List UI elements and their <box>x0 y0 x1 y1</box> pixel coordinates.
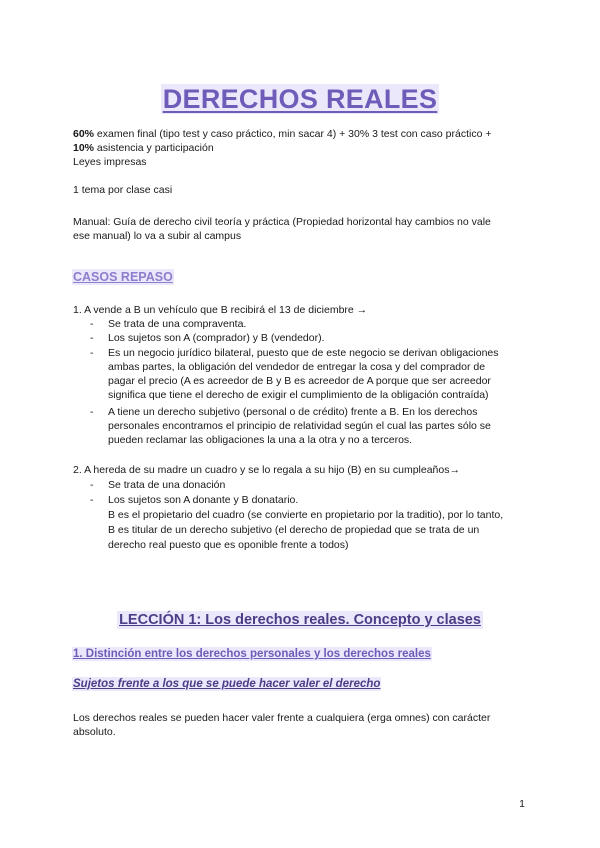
topics-line: 1 tema por clase casi <box>73 184 173 196</box>
bullet-dash: - <box>90 318 94 330</box>
case-1-bullet-4-line-2: personales encontramos el principio de relatividad según el cual las partes sólo se <box>108 420 491 432</box>
case-2-bullet-1: Se trata de una donación <box>108 479 226 491</box>
case-2-bullet-2-line-3: B es titular de un derecho subjetivo (el derecho de propiedad que se trata de un <box>108 524 480 536</box>
case-1-bullet-2: Los sujetos son A (comprador) y B (vendedor). <box>108 332 325 344</box>
case-1-bullet-4-line-1: A tiene un derecho subjetivo (personal o de crédito) frente a B. En los derechos <box>108 406 478 418</box>
case-2-bullet-2-line-4: derecho real puesto que es oponible frente a todos) <box>108 539 349 551</box>
case-2-title: 2. A hereda de su madre un cuadro y se lo regala a su hijo (B) en su cumpleaños→ <box>73 464 460 476</box>
case-1-title: 1. A vende a B un vehículo que B recibirá el 13 de diciembre → <box>73 304 368 316</box>
bullet-dash: - <box>90 332 94 344</box>
case-2-bullet-2-line-1: Los sujetos son A donante y B donatario. <box>108 494 299 506</box>
bullet-dash: - <box>90 479 94 491</box>
bullet-dash: - <box>90 347 94 359</box>
case-1-bullet-3-line-1: Es un negocio jurídico bilateral, puesto que de este negocio se derivan obligaciones <box>108 347 499 359</box>
page-number: 1 <box>519 798 525 810</box>
subsection-heading: Sujetos frente a los que se puede hacer valer el derecho <box>73 678 381 690</box>
leccion-heading: LECCIÓN 1: Los derechos reales. Concepto y clases <box>119 612 481 628</box>
case-1-bullet-3-line-4: significa que tiene el derecho de exigir el cumplimiento de la obligación contraída) <box>108 389 489 401</box>
section-heading: 1. Distinción entre los derechos personales y los derechos reales <box>73 648 431 660</box>
laws-line: Leyes impresas <box>73 156 147 168</box>
case-1-bullet-1: Se trata de una compraventa. <box>108 318 247 330</box>
paragraph-line-1: Los derechos reales se pueden hacer valer frente a cualquiera (erga omnes) con carácter <box>73 712 491 724</box>
case-1-bullet-4-line-3: pueden reclamar las obligaciones la una a la otra y no a terceros. <box>108 434 413 446</box>
case-1-bullet-3-line-2: ambas partes, la obligación del vendedor de entregar la cosa y del comprador de <box>108 361 486 373</box>
grading-line-1: 60% examen final (tipo test y caso práctico, min sacar 4) + 30% 3 test con caso práctico + <box>73 128 492 140</box>
document-title: DERECHOS REALES <box>162 84 438 114</box>
bullet-dash: - <box>90 494 94 506</box>
casos-repaso-heading: CASOS REPASO <box>73 270 173 284</box>
manual-line-2: ese manual) lo va a subir al campus <box>73 230 242 242</box>
grading-line-2: 10% asistencia y participación <box>73 142 214 154</box>
manual-line-1: Manual: Guía de derecho civil teoría y práctica (Propiedad horizontal hay cambios no vale <box>73 216 491 228</box>
bullet-dash: - <box>90 406 94 418</box>
case-2-bullet-2-line-2: B es el propietario del cuadro (se convierte en propietario por la traditio), por lo tanto, <box>108 509 504 521</box>
case-1-bullet-3-line-3: pagar el precio (A es acreedor de B y B es acreedor de A porque que ser acreedor <box>108 375 491 387</box>
paragraph-line-2: absoluto. <box>73 726 116 738</box>
